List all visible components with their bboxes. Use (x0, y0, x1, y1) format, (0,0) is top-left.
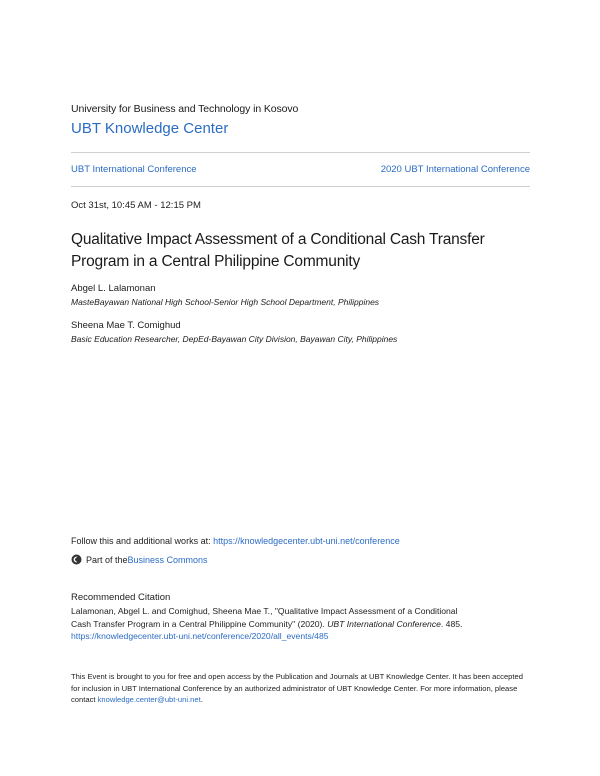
part-of-prefix: Part of the (86, 554, 128, 565)
follow-line (71, 536, 400, 546)
repository-link[interactable]: UBT Knowledge Center (71, 120, 229, 137)
citation-line (71, 618, 533, 631)
citation-url-link[interactable]: https://knowledgecenter.ubt-uni.net/conference/2020/all_events/485 (71, 631, 329, 641)
conference-series-link[interactable]: UBT International Conference (71, 164, 197, 175)
access-notice (71, 671, 533, 706)
title-line: Qualitative Impact Assessment of a Conditional Cash Transfer (71, 231, 485, 248)
citation-prefix: Cash Transfer Program in a Central Philippine Community" (2020). (71, 618, 328, 629)
part-of-line (71, 554, 208, 565)
title-line: Program in a Central Philippine Community (71, 253, 361, 270)
follow-link[interactable]: https://knowledgecenter.ubt-uni.net/conference (213, 536, 400, 546)
citation-heading: Recommended Citation (71, 592, 171, 603)
citation-line: Lalamonan, Abgel L. and Comighud, Sheena Mae T., "Qualitative Impact Assessment of a Conditional (71, 606, 458, 616)
conference-edition-link[interactable]: 2020 UBT International Conference (380, 164, 530, 175)
divider (71, 152, 530, 153)
university-name: University for Business and Technology in Kosovo (71, 103, 299, 115)
divider (71, 186, 530, 187)
author-affiliation: MasteBayawan National High School-Senior High School Department, Philippines (71, 297, 380, 307)
session-time: Oct 31st, 10:45 AM - 12:15 PM (71, 200, 201, 211)
author-name: Sheena Mae T. Comighud (71, 320, 181, 331)
follow-prefix: Follow this and additional works at: (71, 536, 214, 546)
notice-end: . (200, 695, 203, 704)
citation-text (71, 605, 533, 643)
citation-suffix: . 485. (440, 618, 463, 629)
contact-email-link[interactable]: knowledge.center@ubt-uni.net (97, 695, 201, 704)
citation-journal: UBT International Conference (327, 618, 441, 629)
author-affiliation: Basic Education Researcher, DepEd-Bayawan City Division, Bayawan City, Philippines (71, 334, 398, 344)
creative-commons-icon (71, 554, 82, 565)
author-name: Abgel L. Lalamonan (71, 283, 156, 294)
paper-title (71, 229, 541, 273)
business-commons-link[interactable]: Business Commons (127, 554, 208, 565)
notice-text: This Event is brought to you for free and open access by the Publication and Journals at UBT Knowledge Center. It has been accepted for inclusion in UBT International Conference by an authorized administrator of UBT Knowledge Center. For more information, please contact (71, 672, 523, 704)
